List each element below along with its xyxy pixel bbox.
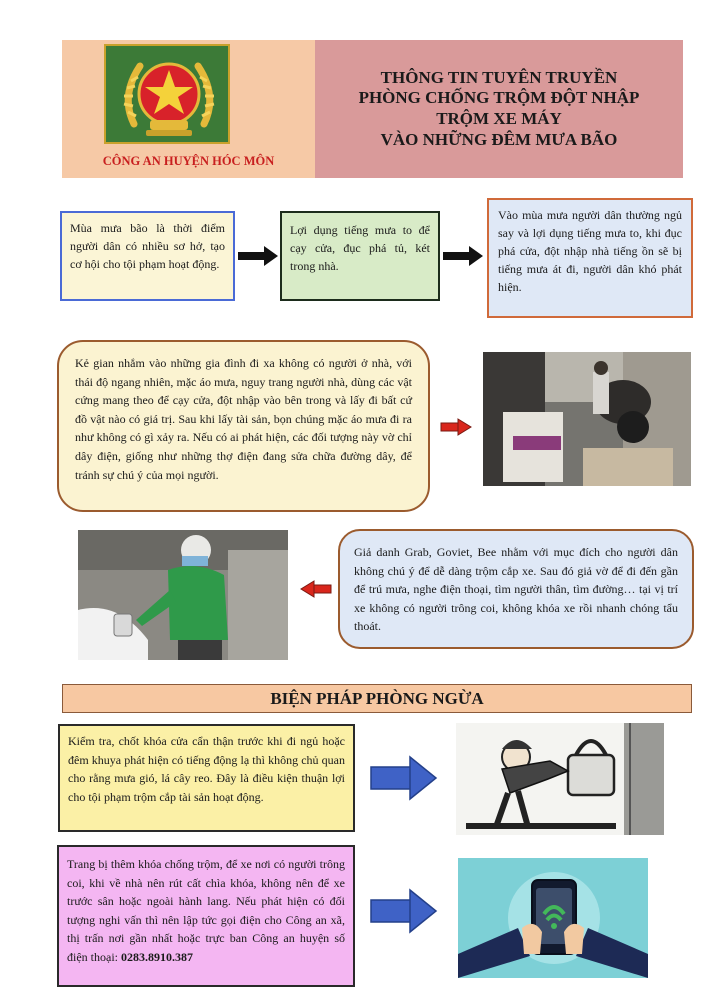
method-1-text: Kẻ gian nhắm vào những gia đình đi xa không có người ở nhà, với thái độ ngang nhiên, mặc áo mưa, nguy trang người nhà, dùng các vật cứng mang theo để cạy cửa, đột nhập vào bên trong và lấy đi bất cứ đồ vật nào có giá trị. Sau khi lấy tài sản, bọn chúng mặc áo mưa đi ra như không có gì xảy ra. Nếu có ai phát hiện, các đối tượng này vờ chỉ dây điện, giống như những thợ điện đang sửa chữa đường dây, để tránh sự chú ý của mọi người. <box>57 340 430 512</box>
arrow-left-red-icon <box>300 580 332 598</box>
prevention-item-1: Kiểm tra, chốt khóa cửa cẩn thận trước khi đi ngủ hoặc đêm khuya phát hiện có tiếng động lạ thì không chủ quan cho rằng mưa gió, lá cây reo. Đây là điều kiện thuận lợi cho tội phạm trộm cắp tài sản hoạt động. <box>58 724 355 832</box>
arrow-right-black-icon <box>238 246 278 266</box>
hotline-number: 0283.8910.387 <box>121 949 193 964</box>
arrow-right-blue-icon <box>370 755 438 801</box>
flow-step-1: Mùa mưa bão là thời điểm người dân có nhiều sơ hở, tạo cơ hội cho tội phạm hoạt động. <box>60 211 235 301</box>
arrow-right-blue-icon <box>370 888 438 934</box>
thief-padlock-illustration <box>456 723 664 835</box>
method-2-text: Giả danh Grab, Goviet, Bee nhằm với mục đích cho người dân không chú ý để dễ dàng trộm cắp xe. Sau đó giả vờ để đi đến gần để trú mưa, nghe điện thoại, tìm người thân, tìm đường… tại vị trí xe không có người trông coi, không khóa xe rồi nhanh chóng tẩu thoát. <box>338 529 694 649</box>
prevention-item-2-text: Trang bị thêm khóa chống trộm, để xe nơi có người trông coi, khi về nhà nên rút cất chìa khóa, không nên để xe trước sân hoặc ngoài hành lang. Nếu phát hiện có đối tượng nghi vấn thì nên lập tức gọi điện cho Công an xã, thị trấn nơi gần nhất hoặc trực ban Công an huyện số điện thoại: <box>67 857 345 964</box>
header-title-panel <box>315 40 683 178</box>
flow-step-2: Lợi dụng tiếng mưa to để cạy cửa, đục phá tủ, két trong nhà. <box>280 211 440 301</box>
prevention-heading: BIỆN PHÁP PHÒNG NGỪA <box>62 684 692 713</box>
agency-name: CÔNG AN HUYỆN HÓC MÔN <box>102 154 275 168</box>
arrow-right-black-icon <box>443 246 483 266</box>
prevention-item-2 <box>57 845 355 987</box>
phone-call-illustration <box>458 858 648 978</box>
police-emblem-icon <box>104 44 230 144</box>
page-title: THÔNG TIN TUYÊN TRUYỀN PHÒNG CHỐNG TRỘM ĐỘT NHẬP TRỘM XE MÁY VÀO NHỮNG ĐÊM MƯA BÃO <box>358 67 640 149</box>
flow-step-3: Vào mùa mưa người dân thường ngủ say và lợi dụng tiếng mưa to, khi đục phá cửa, đột nhập nhà tiếng ồn sẽ bị tiếng mưa át đi, người dân khó phát hiện. <box>487 198 693 318</box>
arrow-right-red-icon <box>440 418 472 436</box>
fake-driver-photo <box>78 530 288 660</box>
burglar-photo <box>483 352 691 486</box>
